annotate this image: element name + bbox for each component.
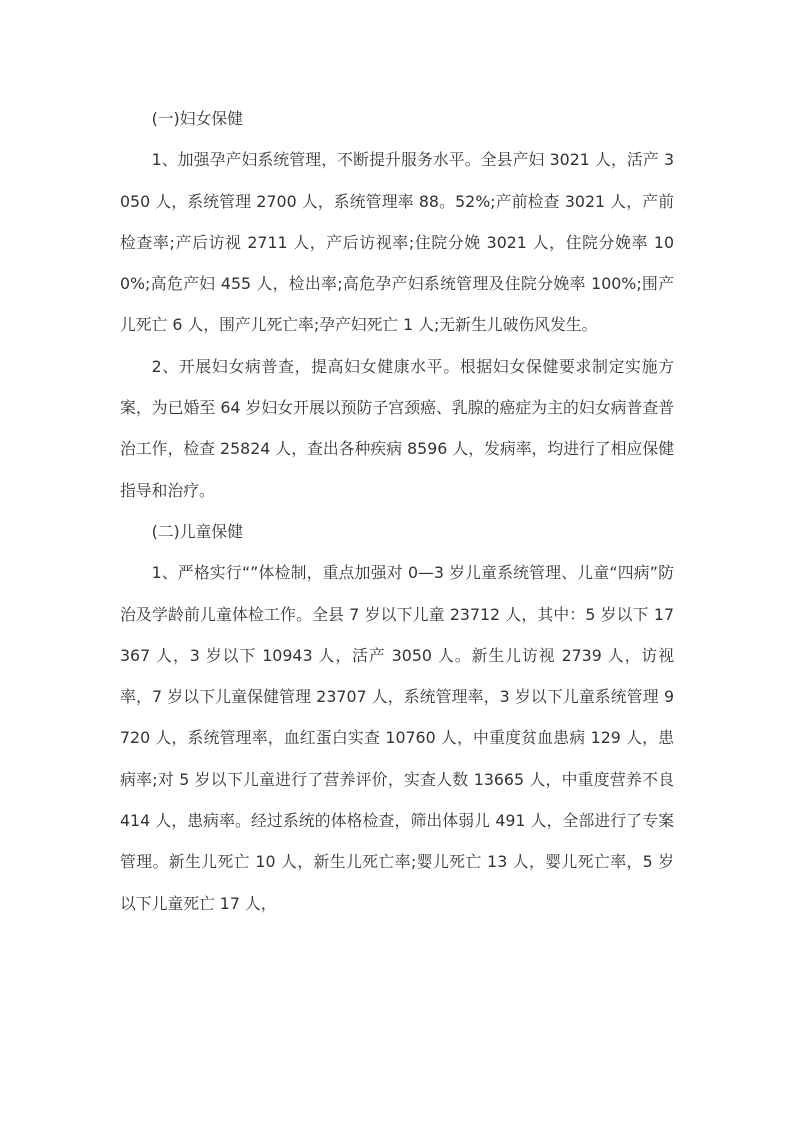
document-body — [120, 98, 674, 924]
paragraph-child-health-management: 1、严格实行“”体检制，重点加强对 0—3 岁儿童系统管理、儿童“四病”防治及学龄前儿童体检工作。全县 7 岁以下儿童 23712 人，其中：5 岁以下 17367 人，3 岁以下 10943 人，活产 3050 人。新生儿访视 2739 人，访视率，7 岁以下儿童保健管理 23707 人，系统管理率，3 岁以下儿童系统管理 9720 人，系统管理率，血红蛋白实查 10760 人，中重度贫血患病 129 人，患病率;对 5 岁以下儿童进行了营养评价，实查人数 13665 人，中重度营养不良 414 人，患病率。经过系统的体格检查，筛出体弱儿 491 人，全部进行了专案管理。新生儿死亡 10 人，新生儿死亡率;婴儿死亡 13 人，婴儿死亡率，5 岁以下儿童死亡 17 人， — [120, 563, 674, 913]
paragraph-maternal-management: 1、加强孕产妇系统管理，不断提升服务水平。全县产妇 3021 人，活产 3050 人，系统管理 2700 人，系统管理率 88。52%;产前检查 3021 人，产前检查率;产后访视 2711 人，产后访视率;住院分娩 3021 人，住院分娩率 100%;高危产妇 455 人，检出率;高危孕产妇系统管理及住院分娩率 100%;围产儿死亡 6 人，围产儿死亡率;孕产妇死亡 1 人;无新生儿破伤风发生。 — [120, 150, 674, 335]
section-heading-women-health: (一)妇女保健 — [151, 109, 243, 128]
section-heading-child-health: (二)儿童保健 — [151, 521, 243, 541]
paragraph-womens-disease-screening: 2、开展妇女病普查，提高妇女健康水平。根据妇女保健要求制定实施方案，为已婚至 64 岁妇女开展以预防子宫颈癌、乳腺的癌症为主的妇女病普查普治工作，检查 25824 人，查出各种疾病 8596 人，发病率，均进行了相应保健指导和治疗。 — [120, 356, 674, 500]
